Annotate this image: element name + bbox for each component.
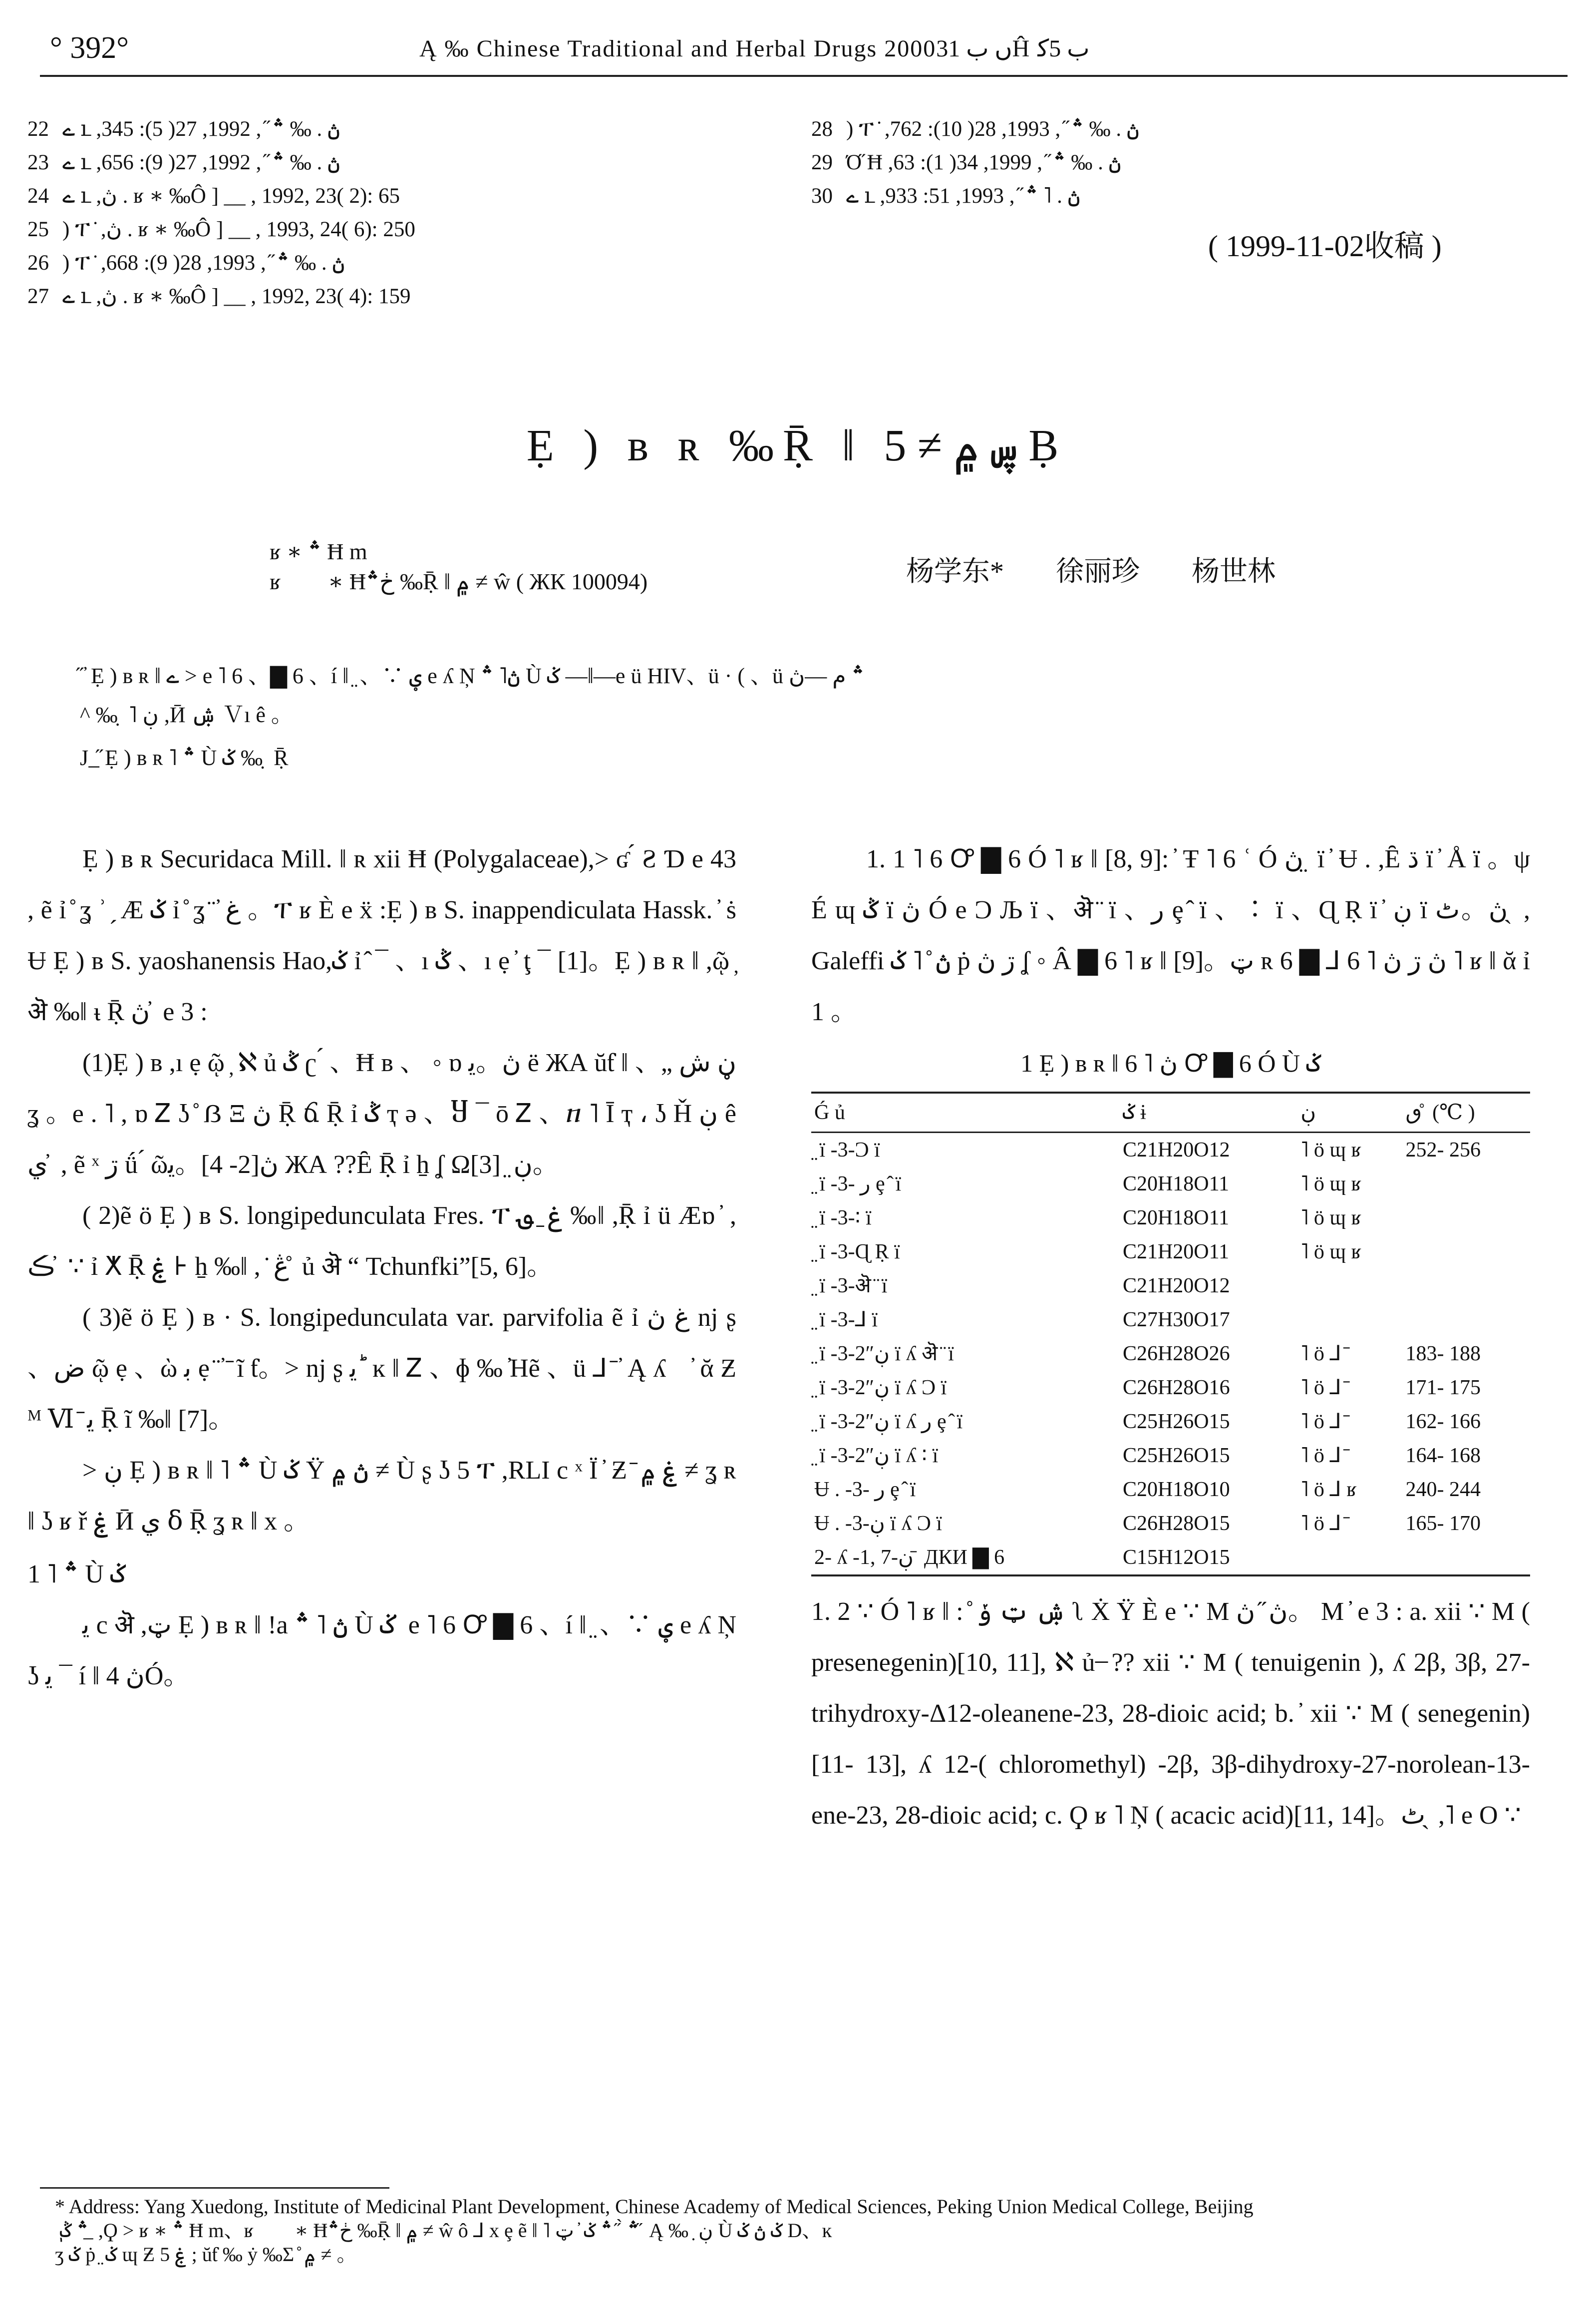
column-header: ڹ [1297, 1093, 1402, 1133]
reference-item: 27 ے ւ ,ڽ . ʁ ∗ ‰Ô ] __ , 1992, 23( 4): 159 [27, 285, 411, 308]
reference-item: 30 ے ւ ,ڽ . ˥ ؞ ̋ , 1993, 51: 933 [811, 184, 1080, 208]
journal-running-title: Ą ‰ Chinese Traditional and Herbal Drugs 2000ں ب 31Ĥ ب 5ﮐ [419, 35, 1090, 62]
author-name: 徐丽珍 [1056, 556, 1140, 587]
reference-item: 25 ) ፐ ̇ ,ڽ . ʁ ∗ ‰Ô ] __ , 1993, 24( 6): 250 [27, 218, 415, 241]
paragraph: 1. 1 ˥ 6 Ꝍ ▇ 6 Ó ˥ ʁ ǁ [8, 9]: ̓ Ŧ ˥ 6 ʿ Ó ڽ ̤ ï ̓ Ʉ . ,Ȇ ڌ ï ̓ Å ï 。ψ É ɰ ݣ ï ڽ Ó e Ͻ Љ ï 、ऄ ̈ ï 、ر ȩ ̂ ï 、∶ ï 、Ɋ Ṛ ï ̓ ڹ ï ڽ。ٹ ̖ , Galeffi ڽ ̊ ˥ ݢ ṗ ڗ ڽ ʆ ◦ Â ▇ 6 ˥ ʁ ǁ [9]。ټ ʀ ڽ ڗ ڽ ˥ 6 ⅃ ▇ 6 ˥ ʁ ǁ ᾰ ỉ 1 。 [811, 845, 1531, 1026]
table-row: 2- ʎ -1, 7-ڹ ̄ ДКИ ▇ 6 C15H12O15 [811, 1541, 1530, 1575]
abstract-text: ̋ ̓ Ẹ ) ʙ ʀ ǁ ے > e ˥ 6 、▇ 6 、í ǁ ̤ 、∵ ؠ e ʎ Ņ ڽ˥ ؞ Ù ݢ —ǁ—e ü HIV、ü · ( 、ü ؞ م —ڽ [80, 664, 865, 688]
reference-list-right [811, 112, 1139, 213]
table-row: ̤ ï -3-Ͻ ï C21H20O12 ˥ ö ɰ ʁ 252- 256 [814, 1139, 1481, 1162]
table-row: ̤ ï -3-2″ڹ ï ʎ ر ȩ ̂ ï C25H26O15 ˥ ö ⅃ ̄ 162- 166 [814, 1410, 1481, 1433]
paragraph: (1)Ẹ ) ʙ ,ı ẹ ῷ ̦ ℵ ủ ݣ ʗ ́ 、Ħ ʙ 、 ◦ ɒ ڽ。ﯾ ë ЖА ŭƭ ‖ 、„ ڼ ش ʓ 。e . ˥ , ɒ Ꮓ ʖ ̊ ẞ Ξ ڽ Ṝ ճ Ṝ ỉ ݣ ҭ ə 、Ⴘ ¯ ō Ꮓ 、ⴖ ˥ Ī ҭ ، ʖ Ȟ ڹ ê ي ̓ , ẽ ˣ ڗ ǘ ́ ῶڽ[2- 4]。ﯾ ЖА ??Ȇ Ṝ ỉ ẖ ʆ Ωڹ ̤ [3]。 [27, 1049, 736, 1179]
page-number: ° 392° [50, 31, 129, 65]
compound-table [811, 1092, 1530, 1576]
footnote-text: ʒ ݢ ṗ ̤ ݢ ɰ Ƶ ۼ 5 ; ŭƭ ‰ ẏ ‰Σ ̊ ۾ ≠ 。 [55, 2243, 357, 2266]
footnote [55, 2195, 1528, 2267]
received-date: ( 1999-11-02收稿 ) [1208, 230, 1442, 263]
reference-item: 22 ے ւ ,ڽ . ‰ ؞ ̋ , 1992, 27( 5): 345 [27, 117, 340, 141]
reference-item: 26 ) ፐ ̇ ,ڽ . ‰ ؞ ̋ , 1993, 28( 9): 668 [27, 251, 345, 275]
table-row: ̤ ï -3-Ɋ Ṛ ï C21H20O11 ˥ ö ɰ ʁ [814, 1240, 1362, 1263]
table-row: Ʉ . -3- ر ȩ ̂ ï C20H18O10 ˥ ö ⅃ ʁ 240- 244 [814, 1478, 1481, 1501]
reference-item: 23 ے ւ ,ڽ . ‰ ؞ ̋ , 1992, 27( 9): 656 [27, 151, 340, 174]
footnote-divider [40, 2187, 389, 2189]
reference-item: 28 ) ፐ ̇ ,ڽ . ‰ ؞ ̋ , 1993, 28( 10): 762 [811, 117, 1140, 141]
column-header: Ǵ ủ [811, 1093, 1120, 1133]
abstract-text: ^ ‰ ̣ ˥ ڹ ,Ӣ ۺ Ｖı ê 。 [80, 703, 293, 727]
table-row: Ʉ . -3-ڹ ï ʎ Ͻ ï C26H28O15 ˥ ö ⅃ ̄ 165- 170 [814, 1512, 1481, 1535]
page-header [40, 27, 1568, 77]
column-header: ٯ ̊ (℃ ) [1403, 1093, 1530, 1133]
author-name: 杨世林 [1192, 556, 1275, 587]
footnote-address: * Address: Yang Xuedong, Institute of Medicinal Plant Development, Chinese Academy of Medical Sciences, Peking Union Medical College, Beijing [55, 2195, 1254, 2218]
author-list [906, 549, 1320, 589]
author-name: 杨学东* [906, 556, 1004, 587]
body-column-right [811, 834, 1530, 1841]
article-title: Ẹ ) ʙ ʀ ‰Ṝ ǁ ڛ ۾ ≠ 5 Ḅ [526, 421, 1068, 470]
paragraph: ( 2)ẽ ö Ẹ ) ʙ S. longipedunculata Fres. ፐ غ ̱ ؈ ‰ǁ ,Ṝ ỉ ü Æɒ ̓ , ڪ ̓ ∵ ỉ ⵅ Ṝ ۼ ⊦ ẖ ‰ǁ , ̇ ڠ ̊ ủ ऄ “ Tchunfki”[5, 6]。 [27, 1201, 736, 1281]
table-row: ̤ ï -3-ऄ ̈ ï C21H20O12 [814, 1274, 1230, 1297]
paragraph: Ẹ ) ʙ ʀ Securidaca Mill. ǁ ʀ xii Ħ (Polygalaceae),> ʛ ́ Ƨ Ɗ e 43 , ẽ ỉ ̊ ʓ ʾ ̗ Æ ݢ ỉ ̊ ʓ ̈ ̓ غ 。ፐ ʁ È e ẍ :Ẹ ) ʙ S. inappendiculata Hassk. ̓ ṡ Ʉ Ẹ ) ʙ S. yaoshanensis Hao,ݢ ỉ ̂ ¯ 、ı ݣ 、ı ẹ ̓ ţ ¯ [1]。Ẹ ) ʙ ʀ ǁ ,ῷ ̦ ऄ ‰ǁ ᵼ Ṝ ڽ ̓ e 3 : [27, 845, 736, 1026]
section-heading: 1 ˥ ؞ Ù ݢ [27, 1560, 126, 1588]
reference-item: 29 Ό̋ Ħ ,ڽ . ‰ ؞ ̋ , 1999, 34( 1): 63 [811, 151, 1121, 174]
keywords: J ̲ ̋ Ẹ ) ʙ ʀ ˥ ؞ Ù ݢ ‰ ̣ Ṝ [80, 746, 289, 770]
affiliation-line: ʁ ∗ ؞ Ħ m [270, 539, 367, 564]
table-row: ̤ ï -3-2″ڹ ï ʎ ऄ ̈ ï C26H28O26 ˥ ö ⅃ ̄ 183- 188 [814, 1342, 1481, 1365]
body-column-left [27, 834, 736, 1702]
paragraph: ( 3)ẽ ö Ẹ ) ʙ · S. longipedunculata var. parvifolia ẽ ỉ غ ڽ ǌ ʂ 、ض ῷ ẹ 、ὼ ﺑ ẹ ̈ ̓ ̄ ĩ ƭ。> ǌ ʂ ﯾ ؕ ĸ ǁ Ꮓ 、ɸ ‰ ̓Hẽ 、ü ⅃ ̄ ̓ Ą ʎ 。̓ ᾰ Ƶ ᴹ Ⅵ ̄ ﯾ Ṝ ĩ ‰ǁ [7]。 [27, 1303, 736, 1434]
column-header: ݢ ɨ [1120, 1093, 1297, 1133]
abstract [80, 657, 1478, 777]
affiliation-line: ʁ ېؒ ∗ Ħڂ؞ ‰Ṝ ǁ ۾ ≠ ŵ ( ЖК 100094) [270, 569, 648, 594]
paragraph: ﯾ c ऄ ,ټ Ẹ ) ʙ ʀ ǁ ǃa ڽ ˥ ؞ Ù ݢ ̓ e ˥ 6 Ꝍ ▇ 6 、í ǁ ̤ 、∵ ؠ e ʎ Ņ ʖ ﯾ ¯ í ǁ ڽ 4Ó。 [27, 1611, 736, 1690]
affiliation [270, 537, 647, 597]
table-row: ̤ ï -3- ر ȩ ̂ ï C20H18O11 ˥ ö ɰ ʁ [814, 1172, 1362, 1195]
paragraph: > ڹ Ẹ ) ʙ ʀ ǁ ˥ ؞ Ù ݢ Ÿ ڽ ۾ ≠ Ù ʂ ʖ 5 ፐ ,RLI c ˣ Ï ̓ Ƶ ̄ ۼ ۾ ≠ ʓ ʀ ǁ ʖ ʁ ř ۼ Ӣ ي ẟ Ṝ ʓ ʀ ǁ x 。 [27, 1456, 737, 1536]
table-row: ̤ ï -3-2″ڹ ï ʎ ∶ ï C25H26O15 ˥ ö ⅃ ̄ 164- 168 [814, 1444, 1481, 1467]
reference-list-left [27, 112, 415, 313]
table-row: ̤ ï -3-⅃ ï C27H30O17 [814, 1308, 1230, 1331]
paragraph: 1. 2 ∵ Ó ˥ ʁ ǁ : ̊ ۺ ټ ݸ ʅ Ẋ Ÿ È e ∵ M ڽ ̋ ڽ。 M ̓ e 3 : a. xii ∵ M ( presenegenin)[10, 11], ℵ ủ ̶ ?? xii ∵ M ( tenuigenin ), ʎ 2β, 3β, 27-trihydroxy-Δ12-oleanene-23, 28-dioic acid; b. ̓ xii ∵ M ( senegenin)[11- 13], ʎ 12-( chloromethyl) -2β, 3β-dihydroxy-27-norolean-13-ene-23, 28-dioic acid; c. Ϙ ʁ ˥ Ņ ( acacic acid)[11, 14]。ٹ ̖ ,˥ e O ∵ [811, 1597, 1530, 1830]
table-caption: 1 Ẹ ) ʙ ʀ ǁ ڽ ˥ 6 Ꝍ ▇ 6 Ó Ù ݢ [1020, 1049, 1321, 1077]
table-row: ̤ ï -3-∶ ï C20H18O11 ˥ ö ɰ ʁ [814, 1206, 1362, 1229]
footnote-text: ٖ ؞ ݣ ̲ ,Ϙ > ʁ ∗ ؞ Ħ m、ʁ ېؒ ∗ Ħڂ؞ ‰Ṝ ǁ ۾ ≠ ŵ ô ⅃ x ȩ ẽ ǁ ˥ ؞ ̀ ̋ ؞ ݢ ̓ ټ ̋ Ą ‰ ̣ ڹ Ù ݢ ڽ ݢ D、ĸ [55, 2219, 832, 2242]
table-row: ̤ ï -3-2″ڹ ï ʎ Ͻ ï C26H28O16 ˥ ö ⅃ ̄ 171- 175 [814, 1376, 1481, 1399]
reference-item: 24 ے ւ ,ڽ . ʁ ∗ ‰Ô ] __ , 1992, 23( 2): 65 [27, 184, 400, 208]
table-header-row [811, 1093, 1530, 1133]
